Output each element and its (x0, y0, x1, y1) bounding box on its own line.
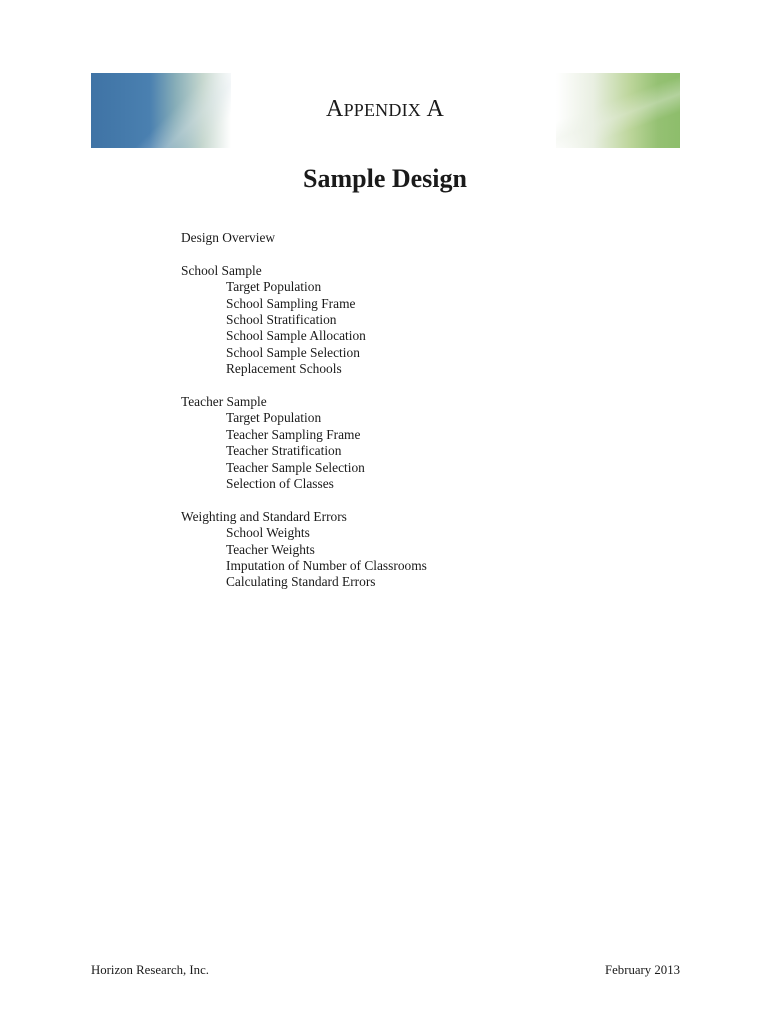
toc-item: Teacher Stratification (226, 443, 342, 459)
toc-group-teacher-sample (181, 394, 681, 492)
page-title: Sample Design (303, 164, 467, 193)
toc-item: School Stratification (226, 312, 337, 328)
toc-item: Selection of Classes (226, 476, 334, 492)
toc-item: Target Population (226, 410, 322, 426)
toc-heading-design-overview: Design Overview (181, 230, 276, 245)
toc-item: Teacher Sampling Frame (226, 426, 361, 442)
footer-date: February 2013 (605, 963, 680, 977)
toc-item: School Weights (226, 525, 310, 541)
appendix-title (0, 96, 770, 123)
appendix-title-rest: PPENDIX (343, 100, 421, 120)
toc-heading-teacher-sample: Teacher Sample (181, 394, 267, 410)
toc-item: Calculating Standard Errors (226, 574, 376, 590)
toc-item: Replacement Schools (226, 361, 342, 377)
toc-group-design-overview (181, 230, 681, 246)
toc-item: Imputation of Number of Classrooms (226, 558, 427, 574)
toc-heading-weighting: Weighting and Standard Errors (181, 508, 347, 524)
footer-organization: Horizon Research, Inc. (91, 963, 209, 977)
toc-group-weighting (181, 509, 681, 591)
appendix-title-initial: A (326, 96, 344, 122)
toc-heading-school-sample: School Sample (181, 262, 262, 278)
toc-item: School Sample Selection (226, 344, 360, 360)
table-of-contents (181, 230, 681, 607)
toc-item: School Sample Allocation (226, 328, 366, 344)
appendix-letter: A (426, 96, 444, 122)
toc-group-school-sample (181, 263, 681, 378)
toc-item: Teacher Sample Selection (226, 459, 365, 475)
toc-item: Target Population (226, 279, 322, 295)
toc-item: School Sampling Frame (226, 295, 356, 311)
toc-item: Teacher Weights (226, 541, 315, 557)
